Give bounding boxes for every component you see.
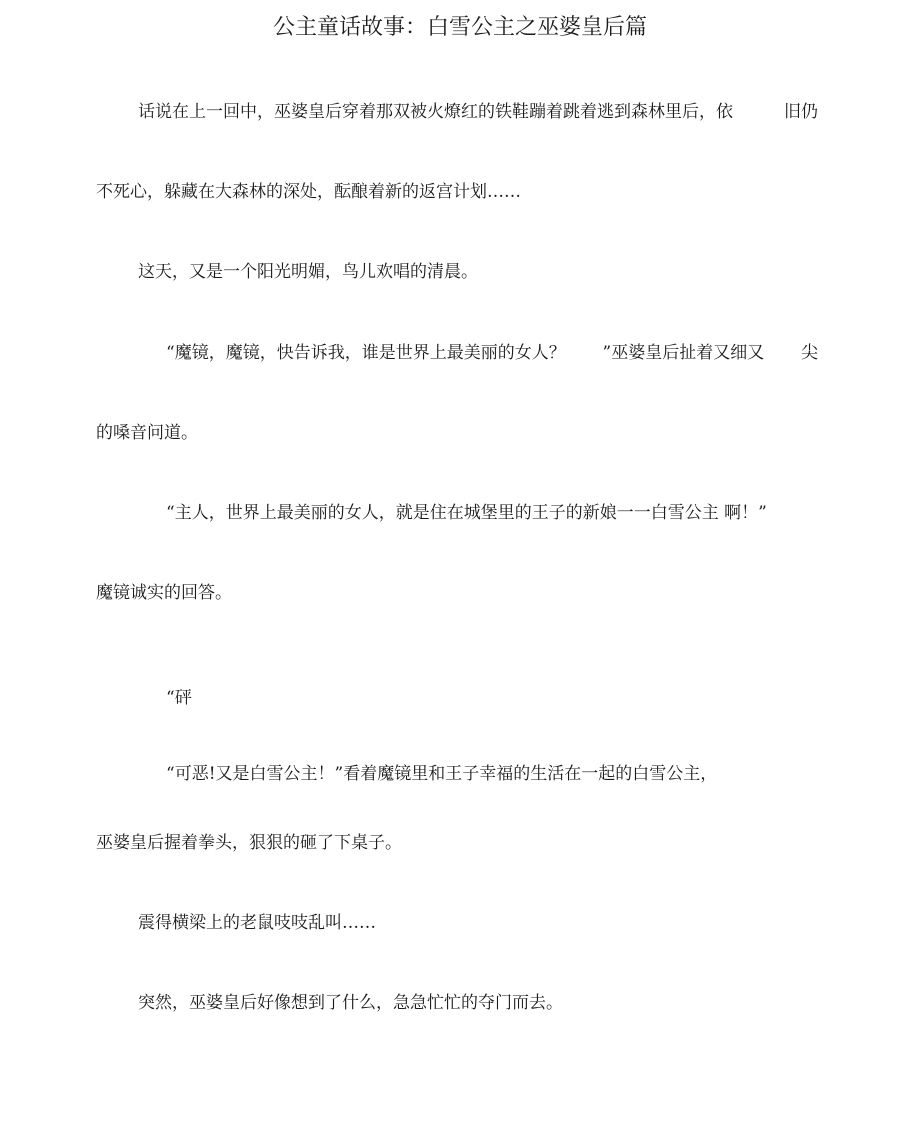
- document-title: 公主童话故事：白雪公主之巫婆皇后篇: [272, 15, 647, 40]
- paragraph-line: 巫婆皇后握着拳头，狠狠的砸了下桌子。: [96, 833, 402, 853]
- paragraph-line: 突然，巫婆皇后好像想到了什么，急急忙忙的夺门而去。: [138, 993, 563, 1013]
- paragraph-line: [166, 341, 818, 365]
- text-segment: ”巫婆皇后扯着又细又: [602, 343, 765, 363]
- paragraph-line: “砰: [166, 688, 192, 708]
- text-segment: “魔镜，魔镜，快告诉我，谁是世界上最美丽的女人？: [166, 343, 566, 363]
- paragraph-line: 这天，又是一个阳光明媚，鸟儿欢唱的清晨。: [138, 262, 478, 282]
- paragraph-line: 魔镜诚实的回答。: [96, 583, 232, 603]
- paragraph-line: “主人，世界上最美丽的女人，就是住在城堡里的王子的新娘一一白雪公主 啊！”: [166, 503, 767, 523]
- paragraph-line: 震得横梁上的老鼠吱吱乱叫……: [138, 913, 376, 933]
- paragraph-line: 的嗓音问道。: [96, 423, 198, 443]
- text-segment: 旧仍: [784, 102, 818, 122]
- text-segment: 尖: [801, 343, 818, 363]
- paragraph-line: [138, 100, 818, 124]
- paragraph-line: 不死心，躲藏在大森林的深处，酝酿着新的返宫计划……: [96, 182, 521, 202]
- paragraph-line: “可恶!又是白雪公主！”看着魔镜里和王子幸福的生活在一起的白雪公主，: [166, 764, 718, 784]
- text-segment: 话说在上一回中，巫婆皇后穿着那双被火燎红的铁鞋蹦着跳着逃到森林里后，依: [138, 102, 733, 122]
